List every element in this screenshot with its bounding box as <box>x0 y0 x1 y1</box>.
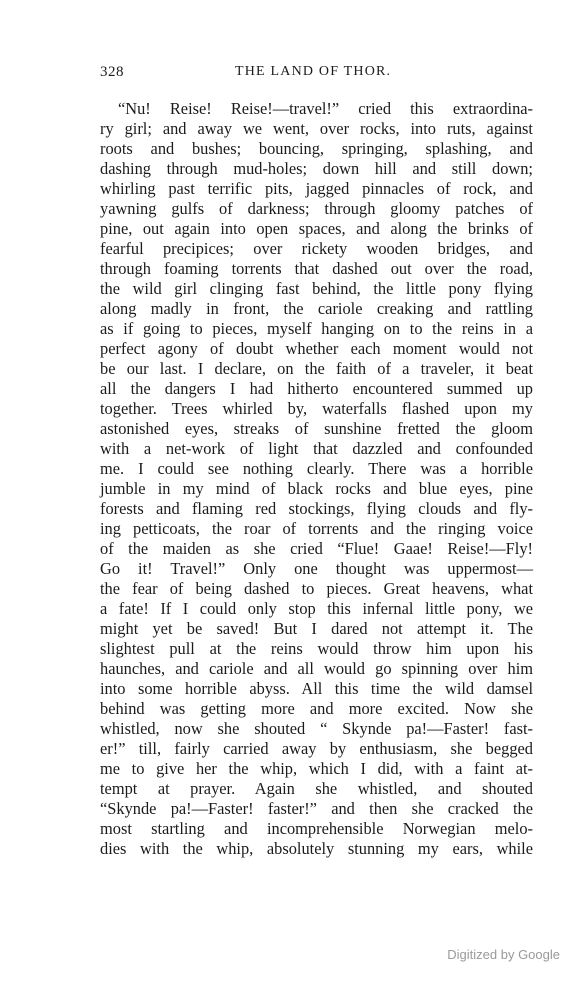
text-line: yawning gulfs of darkness; through gloomy patches of <box>100 199 533 218</box>
watermark-text: Digitized by Google <box>447 947 560 962</box>
text-line: astonished eyes, streaks of sunshine fretted the gloom <box>100 419 533 438</box>
text-line: into some horrible abyss. All this time the wild damsel <box>100 679 533 698</box>
text-line: pine, out again into open spaces, and along the brinks of <box>100 219 533 238</box>
text-line: tempt at prayer. Again she whistled, and shouted <box>100 779 533 798</box>
text-line: forests and flaming red stockings, flying clouds and fly- <box>100 499 533 518</box>
text-line: fearful precipices; over rickety wooden bridges, and <box>100 239 533 258</box>
text-line: together. Trees whirled by, waterfalls flashed upon my <box>100 399 533 418</box>
text-line: through foaming torrents that dashed out over the road, <box>100 259 533 278</box>
text-line: as if going to pieces, myself hanging on to the reins in a <box>100 319 533 338</box>
text-line: haunches, and cariole and all would go spinning over him <box>100 659 533 678</box>
text-line: dashing through mud-holes; down hill and still down; <box>100 159 533 178</box>
text-line: roots and bushes; bouncing, springing, splashing, and <box>100 139 533 158</box>
text-line: along madly in front, the cariole creaking and rattling <box>100 299 533 318</box>
text-line: jumble in my mind of black rocks and blue eyes, pine <box>100 479 533 498</box>
text-line: “Nu! Reise! Reise!—travel!” cried this extraordina- <box>118 99 533 118</box>
text-line: ing petticoats, the roar of torrents and the ringing voice <box>100 519 533 538</box>
text-line: perfect agony of doubt whether each moment would not <box>100 339 533 358</box>
text-line: the fear of being dashed to pieces. Great heavens, what <box>100 579 533 598</box>
text-line: be our last. I declare, on the faith of a traveler, it beat <box>100 359 533 378</box>
text-line: ry girl; and away we went, over rocks, into ruts, against <box>100 119 533 138</box>
text-line: dies with the whip, absolutely stunning my ears, while <box>100 839 533 858</box>
text-line: might yet be saved! But I dared not attempt it. The <box>100 619 533 638</box>
text-line: the wild girl clinging fast behind, the little pony flying <box>100 279 533 298</box>
text-line: me. I could see nothing clearly. There was a horrible <box>100 459 533 478</box>
text-line: whistled, now she shouted “ Skynde pa!—Faster! fast- <box>100 719 533 738</box>
text-line: most startling and incomprehensible Norwegian melo- <box>100 819 533 838</box>
text-line: Go it! Travel!” Only one thought was uppermost— <box>100 559 533 578</box>
body-text <box>100 99 533 859</box>
page-number: 328 <box>100 64 124 80</box>
text-line: slightest pull at the reins would throw him upon his <box>100 639 533 658</box>
page-header <box>100 64 533 86</box>
text-line: me to give her the whip, which I did, with a faint at- <box>100 759 533 778</box>
text-line: with a net-work of light that dazzled and confounded <box>100 439 533 458</box>
running-head: THE LAND OF THOR. <box>235 64 392 79</box>
text-line: a fate! If I could only stop this infernal little pony, we <box>100 599 533 618</box>
text-line: behind was getting more and more excited. Now she <box>100 699 533 718</box>
text-line: all the dangers I had hitherto encountered summed up <box>100 379 533 398</box>
text-line: of the maiden as she cried “Flue! Gaae! Reise!—Fly! <box>100 539 533 558</box>
text-line: “Skynde pa!—Faster! faster!” and then she cracked the <box>100 799 533 818</box>
text-line: whirling past terrific pits, jagged pinnacles of rock, and <box>100 179 533 198</box>
text-line: er!” till, fairly carried away by enthusiasm, she begged <box>100 739 533 758</box>
